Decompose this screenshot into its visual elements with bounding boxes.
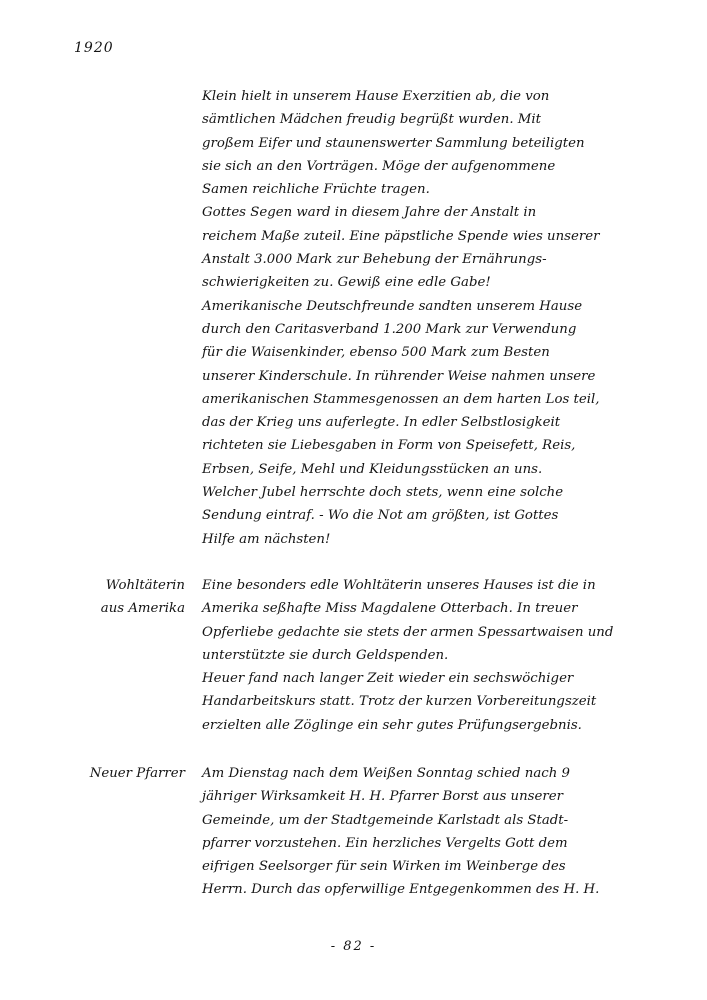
text-line: Gemeinde, um der Stadtgemeinde Karlstadt als Stadt- xyxy=(202,812,569,828)
margin-note-line: Neuer Pfarrer xyxy=(89,766,185,781)
text-line: sämtlichen Mädchen freudig begrüßt wurden. Mit xyxy=(202,112,541,128)
text-line: unserer Kinderschule. In rührender Weise nahmen unsere xyxy=(202,368,596,384)
text-line: großem Eifer und staunenswerter Sammlung beteiligten xyxy=(202,135,585,151)
margin-note xyxy=(90,762,185,785)
text-line: reichem Maße zuteil. Eine päpstliche Spende wies unserer xyxy=(202,228,600,244)
text-line: amerikanischen Stammesgenossen an dem harten Los teil, xyxy=(202,391,600,407)
text-line: Hilfe am nächsten! xyxy=(202,531,331,547)
text-line: Gottes Segen ward in diesem Jahre der Anstalt in xyxy=(202,205,537,221)
margin-note-line: aus Amerika xyxy=(100,601,185,617)
text-line: sie sich an den Vorträgen. Möge der aufgenommene xyxy=(202,158,556,174)
text-line: Herrn. Durch das opferwillige Entgegenkommen des H. H. xyxy=(202,882,600,898)
text-line: erzielten alle Zöglinge ein sehr gutes Prüfungsergebnis. xyxy=(202,717,582,733)
margin-note-line: Wohltäterin xyxy=(105,578,185,593)
margin-note xyxy=(101,574,185,621)
text-line: eifrigen Seelsorger für sein Wirken im Weinberge des xyxy=(202,859,566,875)
page-number: - 82 - xyxy=(330,939,377,954)
text-line: Klein hielt in unserem Hause Exerzitien ab, die von xyxy=(202,89,550,104)
text-line: Opferliebe gedachte sie stets der armen Spessartwaisen und xyxy=(202,624,614,640)
section-text xyxy=(202,85,642,551)
section-text xyxy=(202,574,642,737)
text-line: jähriger Wirksamkeit H. H. Pfarrer Borst aus unserer xyxy=(202,789,563,805)
section-text xyxy=(202,762,642,902)
text-line: Anstalt 3.000 Mark zur Behebung der Ernährungs- xyxy=(202,252,547,268)
page-year: 1920 xyxy=(74,40,114,56)
text-line: unterstützte sie durch Geldspenden. xyxy=(202,647,449,663)
text-line: Samen reichliche Früchte tragen. xyxy=(202,182,430,198)
text-line: Eine besonders edle Wohltäterin unseres Hauses ist die in xyxy=(202,578,596,593)
text-line: für die Waisenkinder, ebenso 500 Mark zum Besten xyxy=(202,345,550,361)
text-line: Sendung eintraf. - Wo die Not am größten, ist Gottes xyxy=(202,508,559,524)
text-line: Amerika seßhafte Miss Magdalene Otterbach. In treuer xyxy=(202,601,578,617)
text-line: Erbsen, Seife, Mehl und Kleidungsstücken an uns. xyxy=(202,461,543,477)
text-line: durch den Caritasverband 1.200 Mark zur Verwendung xyxy=(202,321,577,337)
text-line: Handarbeitskurs statt. Trotz der kurzen Vorbereitungszeit xyxy=(202,694,597,710)
text-line: Am Dienstag nach dem Weißen Sonntag schied nach 9 xyxy=(202,766,570,781)
text-line: pfarrer vorzustehen. Ein herzliches Vergelts Gott dem xyxy=(202,835,568,851)
text-line: richteten sie Liebesgaben in Form von Speisefett, Reis, xyxy=(202,438,576,454)
text-line: Welcher Jubel herrschte doch stets, wenn eine solche xyxy=(202,485,564,501)
text-line: schwierigkeiten zu. Gewiß eine edle Gabe! xyxy=(202,275,491,291)
text-line: das der Krieg uns auferlegte. In edler Selbstlosigkeit xyxy=(202,415,561,431)
text-line: Heuer fand nach langer Zeit wieder ein sechswöchiger xyxy=(202,671,574,687)
text-line: Amerikanische Deutschfreunde sandten unserem Hause xyxy=(202,298,583,314)
